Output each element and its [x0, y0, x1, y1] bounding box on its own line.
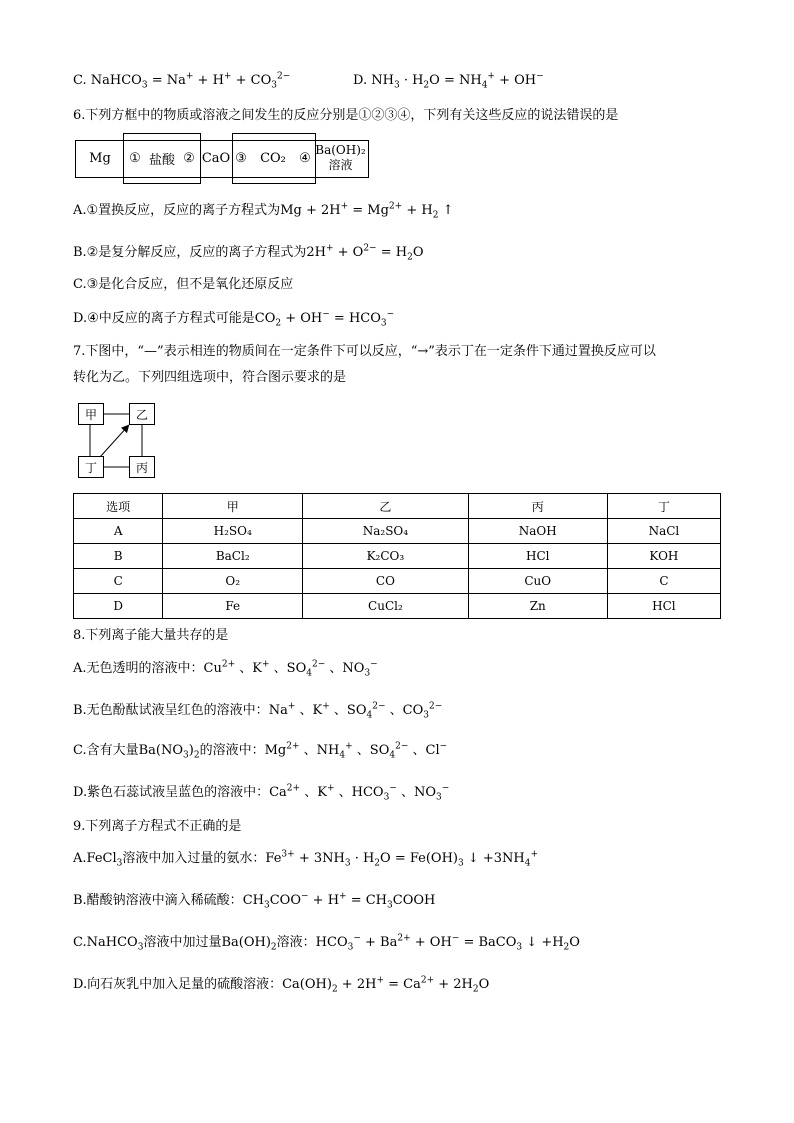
q6-option-a: A.①置换反应，反应的离子方程式为$Mg + 2H^+ = Mg^{2+} + H_2$ ↑ [73, 201, 454, 221]
table-cell: A [74, 519, 163, 544]
table-header-cell: 丁 [607, 494, 720, 519]
table-header-row [74, 494, 721, 519]
table-cell: C [74, 569, 163, 594]
table-cell: H₂SO₄ [163, 519, 303, 544]
table-cell: O₂ [163, 569, 303, 594]
table-cell: D [74, 594, 163, 619]
q7-box-ding: 丁 [78, 456, 104, 478]
table-cell: NaCl [607, 519, 720, 544]
q6-cell-cao: CaO [201, 150, 231, 166]
q8-option-d: D.紫色石蕊试液呈蓝色的溶液中：$Ca^{2+}$ 、K+ 、$HCO_3^-$ 、$NO_3^-$ [73, 783, 450, 803]
q8-option-a: A.无色透明的溶液中：$Cu^{2+}$ 、K+ 、$SO_4^{2-}$ 、$NO_3^-$ [73, 659, 378, 679]
table-header-cell: 丙 [468, 494, 607, 519]
q6-cell-2: ② [183, 150, 195, 166]
q5-option-c: C. NaHCO$_3$ = $Na^+ + H^+ + CO_3^{2-}$ [73, 71, 291, 91]
q8-option-c: C.含有大量$Ba(NO_3)_2$的溶液中：$Mg^{2+}$ 、$NH_4^+$ 、$SO_4^{2-}$ 、Cl− [73, 741, 448, 761]
table-header-cell: 选项 [74, 494, 163, 519]
q9-option-c-reagent2: $Ba(OH)_2$ [221, 935, 277, 953]
q6-cell-co2: CO₂ [260, 150, 286, 166]
table-cell: HCl [607, 594, 720, 619]
q9-option-b: B.醋酸钠溶液中滴入稀硫酸：$CH_3COO^- + H^+$ = $CH_3COOH$ [73, 891, 436, 911]
table-row [74, 569, 721, 594]
q8-option-c-formula: $Ba(NO_3)_2$ [138, 743, 200, 761]
q7-box-jia: 甲 [78, 403, 104, 425]
q7-stem-line1: 7.下图中，“—”表示相连的物质间在一定条件下可以反应，“→”表示丁在一定条件下通过置换反应可以 [73, 344, 656, 359]
q6-option-b: B.②是复分解反应，反应的离子方程式为$2H^+ + O^{2-} = H_2O$ [73, 243, 424, 263]
q5-option-d-equation: $NH_3 \cdot H_2O = NH_4^+ + OH^-$ [371, 71, 544, 91]
table-header-cell: 甲 [163, 494, 303, 519]
q6-cell-3: ③ [235, 150, 247, 166]
q5-option-d: D. $NH_3 \cdot H_2O = NH_4^+ + OH^-$ [353, 71, 544, 91]
q8-option-c-ions: $Mg^{2+}$ 、$NH_4^+$ 、$SO_4^{2-}$ 、Cl− [264, 741, 448, 761]
q9-option-c-reagent1: NaHCO$_3$ [86, 935, 144, 953]
q9-option-d-equation: $Ca(OH)_2 + 2H^+ = Ca^{2+} + 2H_2O$ [282, 975, 490, 995]
q9-option-b-equation: $CH_3COO^- + H^+$ = $CH_3COOH$ [242, 891, 436, 911]
table-header-cell: 乙 [303, 494, 469, 519]
q6-option-a-equation: $Mg + 2H^+ = Mg^{2+} + H_2$ ↑ [280, 201, 454, 221]
table-cell: Zn [468, 594, 607, 619]
table-cell: KOH [607, 544, 720, 569]
q9-option-c-equation: $HCO_3^- + Ba^{2+} + OH^-$ = BaCO$_3$ ↓ $+H_2O$ [315, 933, 580, 953]
q6-cell-hcl: 盐酸 [148, 152, 175, 168]
q6-cell-mg: Mg [89, 150, 111, 166]
table-row [74, 519, 721, 544]
q6-option-d: D.④中反应的离子方程式可能是$CO_2 + OH^- = HCO_3^-$ [73, 309, 395, 329]
q7-box-yi: 乙 [129, 403, 155, 425]
q6-option-b-equation: $2H^+ + O^{2-} = H_2O$ [306, 243, 424, 263]
q8-stem: 8.下列离子能大量共存的是 [73, 628, 229, 643]
table-row [74, 544, 721, 569]
q6-option-c: C.③是化合反应，但不是氧化还原反应 [73, 277, 294, 292]
q8-option-b-ions: Na+ 、K+ 、$SO_4^{2-}$ 、$CO_3^{2-}$ [268, 701, 443, 721]
q8-option-d-ions: $Ca^{2+}$ 、K+ 、$HCO_3^-$ 、$NO_3^-$ [269, 783, 450, 803]
q9-stem: 9.下列离子方程式不正确的是 [73, 819, 242, 834]
table-cell: K₂CO₃ [303, 544, 469, 569]
table-cell: CuO [468, 569, 607, 594]
q9-option-a-equation: $Fe^{3+} + 3NH_3 \cdot H_2O = Fe(OH)_3$ ↓ $+3NH_4^+$ [265, 849, 539, 869]
q8-option-b: B.无色酚酞试液呈红色的溶液中：Na+ 、K+ 、$SO_4^{2-}$ 、$CO_3^{2-}$ [73, 701, 443, 721]
q6-cell-4: ④ [299, 150, 311, 166]
q6-cell-1: ① [129, 150, 141, 166]
q9-option-d: D.向石灰乳中加入足量的硫酸溶液：$Ca(OH)_2 + 2H^+ = Ca^{2+} + 2H_2O$ [73, 975, 490, 995]
table-row [74, 594, 721, 619]
q6-option-d-equation: $CO_2 + OH^- = HCO_3^-$ [254, 309, 395, 329]
q8-option-a-ions: $Cu^{2+}$ 、K+ 、$SO_4^{2-}$ 、$NO_3^-$ [203, 659, 378, 679]
q6-cell-baoh2-solution: Ba(OH)₂ 溶液 [315, 143, 366, 172]
q9-option-c: C.NaHCO$_3$溶液中加过量$Ba(OH)_2$溶液：$HCO_3^- + Ba^{2+} + OH^-$ = BaCO$_3$ ↓ $+H_2O$ [73, 933, 580, 953]
table-cell: Na₂SO₄ [303, 519, 469, 544]
table-cell: Fe [163, 594, 303, 619]
q7-options-table [73, 493, 721, 619]
q9-option-a: A.FeCl$_3$溶液中加入过量的氨水：$Fe^{3+} + 3NH_3 \cdot H_2O = Fe(OH)_3$ ↓ $+3NH_4^+$ [73, 849, 539, 869]
table-cell: CO [303, 569, 469, 594]
q6-stem: 6.下列方框中的物质或溶液之间发生的反应分别是①②③④，下列有关这些反应的说法错误的是 [73, 108, 619, 123]
q5-option-c-equation: NaHCO$_3$ = $Na^+ + H^+ + CO_3^{2-}$ [90, 71, 291, 91]
table-cell: BaCl₂ [163, 544, 303, 569]
q9-option-a-reagent: FeCl$_3$ [86, 851, 123, 869]
table-cell: CuCl₂ [303, 594, 469, 619]
table-cell: HCl [468, 544, 607, 569]
table-cell: B [74, 544, 163, 569]
q7-stem-line2: 转化为乙。下列四组选项中，符合图示要求的是 [73, 370, 347, 385]
table-cell: C [607, 569, 720, 594]
table-cell: NaOH [468, 519, 607, 544]
q7-box-bing: 丙 [129, 456, 155, 478]
